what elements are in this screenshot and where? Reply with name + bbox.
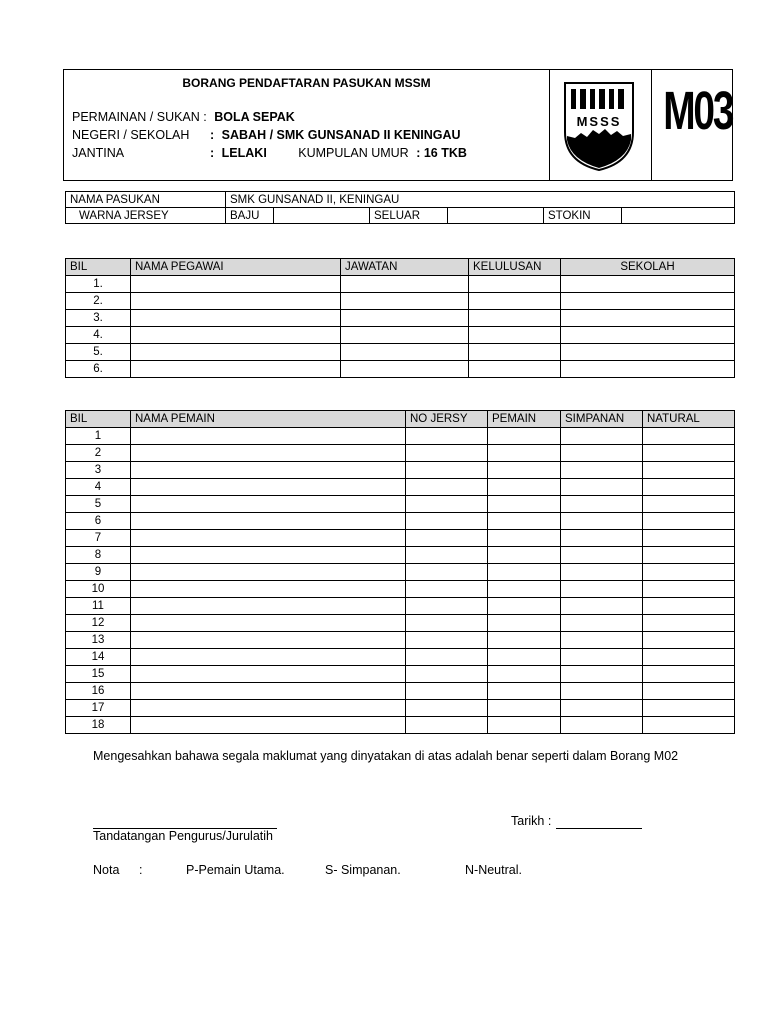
player-row-number: 11 [66, 598, 131, 615]
official-row-number: 3. [66, 310, 131, 327]
player-cell[interactable] [488, 581, 561, 598]
negeri-colon: : [210, 128, 215, 142]
player-row-number: 4 [66, 479, 131, 496]
player-row-number: 3 [66, 462, 131, 479]
player-cell[interactable] [643, 632, 735, 649]
player-cell[interactable] [406, 530, 488, 547]
player-row-number: 17 [66, 700, 131, 717]
player-cell[interactable] [488, 496, 561, 513]
player-cell[interactable] [643, 428, 735, 445]
player-cell[interactable] [406, 632, 488, 649]
stokin-field[interactable] [622, 208, 735, 224]
signature-label: Tandatangan Pengurus/Jurulatih [93, 829, 273, 843]
player-row [66, 479, 735, 496]
player-cell[interactable] [488, 666, 561, 683]
player-cell[interactable] [131, 513, 406, 530]
player-cell[interactable] [643, 462, 735, 479]
player-row-number: 13 [66, 632, 131, 649]
officials-header-row [66, 259, 735, 276]
officials-col-header: JAWATAN [341, 259, 469, 276]
team-info-table [65, 191, 735, 224]
player-cell[interactable] [488, 462, 561, 479]
player-row [66, 700, 735, 717]
player-cell[interactable] [406, 564, 488, 581]
player-cell[interactable] [406, 428, 488, 445]
msss-logo [561, 80, 637, 172]
player-row [66, 649, 735, 666]
player-cell[interactable] [131, 683, 406, 700]
player-cell[interactable] [561, 496, 643, 513]
player-cell[interactable] [488, 445, 561, 462]
official-cell[interactable] [469, 327, 561, 344]
official-cell[interactable] [131, 344, 341, 361]
seluar-label: SELUAR [370, 208, 448, 224]
jantina-label: JANTINA [72, 146, 125, 160]
player-cell[interactable] [488, 615, 561, 632]
player-cell[interactable] [561, 683, 643, 700]
player-cell[interactable] [643, 666, 735, 683]
player-cell[interactable] [643, 445, 735, 462]
player-row-number: 16 [66, 683, 131, 700]
player-row [66, 530, 735, 547]
player-cell[interactable] [488, 632, 561, 649]
player-row-number: 15 [66, 666, 131, 683]
header-divider [651, 70, 652, 180]
player-row [66, 496, 735, 513]
player-cell[interactable] [406, 615, 488, 632]
player-row [66, 428, 735, 445]
player-cell[interactable] [406, 445, 488, 462]
player-row [66, 666, 735, 683]
player-cell[interactable] [561, 632, 643, 649]
official-cell[interactable] [561, 361, 735, 378]
player-row [66, 547, 735, 564]
baju-label: BAJU [226, 208, 274, 224]
player-cell[interactable] [561, 428, 643, 445]
official-cell[interactable] [131, 310, 341, 327]
player-cell[interactable] [561, 530, 643, 547]
player-cell[interactable] [488, 513, 561, 530]
player-row [66, 445, 735, 462]
player-row [66, 615, 735, 632]
official-cell[interactable] [341, 310, 469, 327]
officials-col-header: SEKOLAH [561, 259, 735, 276]
umur-label: KUMPULAN UMUR [298, 146, 409, 160]
player-row [66, 632, 735, 649]
official-row [66, 327, 735, 344]
players-col-header: PEMAIN [488, 411, 561, 428]
officials-table [65, 258, 735, 378]
player-cell[interactable] [406, 700, 488, 717]
player-cell[interactable] [131, 717, 406, 734]
player-row-number: 6 [66, 513, 131, 530]
official-cell[interactable] [131, 276, 341, 293]
nama-pasukan-label: NAMA PASUKAN [66, 192, 226, 208]
official-cell[interactable] [561, 310, 735, 327]
player-cell[interactable] [488, 598, 561, 615]
player-row [66, 564, 735, 581]
player-cell[interactable] [406, 717, 488, 734]
official-row [66, 344, 735, 361]
player-cell[interactable] [643, 649, 735, 666]
player-cell[interactable] [643, 581, 735, 598]
player-cell[interactable] [406, 581, 488, 598]
official-cell[interactable] [341, 293, 469, 310]
players-table [65, 410, 735, 734]
player-cell[interactable] [406, 598, 488, 615]
player-cell[interactable] [561, 513, 643, 530]
official-cell[interactable] [131, 361, 341, 378]
negeri-value: SABAH / SMK GUNSANAD II KENINGAU [221, 128, 461, 142]
official-cell[interactable] [469, 344, 561, 361]
official-cell[interactable] [561, 293, 735, 310]
official-row-number: 5. [66, 344, 131, 361]
player-cell[interactable] [406, 547, 488, 564]
player-cell[interactable] [488, 428, 561, 445]
official-row [66, 276, 735, 293]
nama-pasukan-value: SMK GUNSANAD II, KENINGAU [226, 192, 735, 208]
permainan-value: BOLA SEPAK [214, 110, 295, 124]
player-cell[interactable] [643, 700, 735, 717]
player-row [66, 462, 735, 479]
nota-simpanan: S- Simpanan. [325, 863, 401, 877]
permainan-row [72, 110, 295, 124]
form-title: BORANG PENDAFTARAN PASUKAN MSSM [182, 76, 431, 90]
player-cell[interactable] [643, 547, 735, 564]
player-cell[interactable] [561, 598, 643, 615]
player-cell[interactable] [561, 462, 643, 479]
official-cell[interactable] [131, 293, 341, 310]
player-cell[interactable] [488, 717, 561, 734]
official-cell[interactable] [469, 310, 561, 327]
player-cell[interactable] [643, 683, 735, 700]
player-row-number: 12 [66, 615, 131, 632]
players-col-header: BIL [66, 411, 131, 428]
player-cell[interactable] [131, 428, 406, 445]
player-cell[interactable] [131, 700, 406, 717]
form-header [63, 69, 733, 181]
header-divider [549, 70, 550, 180]
player-cell[interactable] [488, 683, 561, 700]
player-row-number: 7 [66, 530, 131, 547]
player-row [66, 513, 735, 530]
player-cell[interactable] [131, 649, 406, 666]
official-row [66, 310, 735, 327]
nota-neutral: N-Neutral. [465, 863, 522, 877]
player-cell[interactable] [561, 445, 643, 462]
player-cell[interactable] [561, 666, 643, 683]
umur-value: : 16 TKB [416, 146, 467, 160]
player-cell[interactable] [488, 547, 561, 564]
player-cell[interactable] [488, 564, 561, 581]
player-cell[interactable] [406, 513, 488, 530]
player-cell[interactable] [406, 479, 488, 496]
official-row-number: 1. [66, 276, 131, 293]
player-cell[interactable] [131, 581, 406, 598]
negeri-label: NEGERI / SEKOLAH [72, 128, 190, 142]
player-cell[interactable] [643, 598, 735, 615]
declaration-text: Mengesahkan bahawa segala maklumat yang dinyatakan di atas adalah benar seperti dalam Borang M02 [93, 749, 679, 763]
nota-pemain-utama: P-Pemain Utama. [186, 863, 285, 877]
player-cell[interactable] [643, 530, 735, 547]
officials-col-header: KELULUSAN [469, 259, 561, 276]
player-cell[interactable] [131, 615, 406, 632]
permainan-label: PERMAINAN / SUKAN : [72, 110, 207, 124]
warna-jersey-label: WARNA JERSEY [66, 208, 226, 224]
player-row-number: 5 [66, 496, 131, 513]
player-cell[interactable] [561, 479, 643, 496]
form-code: M03 [663, 81, 733, 141]
players-col-header: SIMPANAN [561, 411, 643, 428]
player-cell[interactable] [643, 717, 735, 734]
player-cell[interactable] [131, 632, 406, 649]
official-row-number: 4. [66, 327, 131, 344]
official-row-number: 6. [66, 361, 131, 378]
official-cell[interactable] [561, 276, 735, 293]
player-cell[interactable] [131, 666, 406, 683]
player-cell[interactable] [131, 530, 406, 547]
seluar-field[interactable] [448, 208, 544, 224]
player-row-number: 8 [66, 547, 131, 564]
nota-colon: : [139, 863, 143, 877]
player-cell[interactable] [561, 717, 643, 734]
player-cell[interactable] [131, 496, 406, 513]
official-cell[interactable] [469, 276, 561, 293]
official-cell[interactable] [469, 361, 561, 378]
jantina-value: LELAKI [221, 146, 267, 160]
player-cell[interactable] [488, 649, 561, 666]
player-cell[interactable] [131, 547, 406, 564]
official-cell[interactable] [341, 327, 469, 344]
player-cell[interactable] [406, 496, 488, 513]
official-cell[interactable] [561, 344, 735, 361]
player-row-number: 9 [66, 564, 131, 581]
officials-col-header: BIL [66, 259, 131, 276]
player-cell[interactable] [131, 445, 406, 462]
player-cell[interactable] [488, 530, 561, 547]
player-row-number: 14 [66, 649, 131, 666]
official-row [66, 293, 735, 310]
player-cell[interactable] [406, 462, 488, 479]
player-row [66, 598, 735, 615]
logo-text: MSSS [576, 114, 622, 129]
date-label: Tarikh : [511, 814, 552, 828]
player-row [66, 581, 735, 598]
date-line[interactable] [556, 828, 642, 829]
official-cell[interactable] [341, 344, 469, 361]
player-row-number: 2 [66, 445, 131, 462]
player-cell[interactable] [131, 564, 406, 581]
official-cell[interactable] [341, 276, 469, 293]
player-cell[interactable] [643, 513, 735, 530]
player-cell[interactable] [561, 649, 643, 666]
players-col-header: NATURAL [643, 411, 735, 428]
player-row-number: 1 [66, 428, 131, 445]
player-cell[interactable] [131, 598, 406, 615]
player-cell[interactable] [406, 666, 488, 683]
player-cell[interactable] [488, 700, 561, 717]
player-cell[interactable] [561, 564, 643, 581]
player-cell[interactable] [643, 479, 735, 496]
players-header-row [66, 411, 735, 428]
player-cell[interactable] [561, 547, 643, 564]
official-row-number: 2. [66, 293, 131, 310]
jantina-row [72, 146, 467, 160]
officials-col-header: NAMA PEGAWAI [131, 259, 341, 276]
player-cell[interactable] [131, 462, 406, 479]
negeri-row [72, 128, 461, 142]
stokin-label: STOKIN [544, 208, 622, 224]
player-row [66, 683, 735, 700]
players-col-header: NO JERSY [406, 411, 488, 428]
player-cell[interactable] [643, 496, 735, 513]
nota-label: Nota [93, 863, 120, 877]
players-col-header: NAMA PEMAIN [131, 411, 406, 428]
player-row-number: 18 [66, 717, 131, 734]
official-cell[interactable] [469, 293, 561, 310]
player-cell[interactable] [488, 479, 561, 496]
baju-field[interactable] [274, 208, 370, 224]
player-cell[interactable] [561, 581, 643, 598]
player-cell[interactable] [561, 615, 643, 632]
player-cell[interactable] [561, 700, 643, 717]
player-cell[interactable] [406, 649, 488, 666]
player-row-number: 10 [66, 581, 131, 598]
official-cell[interactable] [561, 327, 735, 344]
official-row [66, 361, 735, 378]
player-row [66, 717, 735, 734]
player-cell[interactable] [643, 615, 735, 632]
player-cell[interactable] [406, 683, 488, 700]
player-cell[interactable] [131, 479, 406, 496]
player-cell[interactable] [643, 564, 735, 581]
official-cell[interactable] [341, 361, 469, 378]
official-cell[interactable] [131, 327, 341, 344]
jantina-colon: : [210, 146, 215, 160]
